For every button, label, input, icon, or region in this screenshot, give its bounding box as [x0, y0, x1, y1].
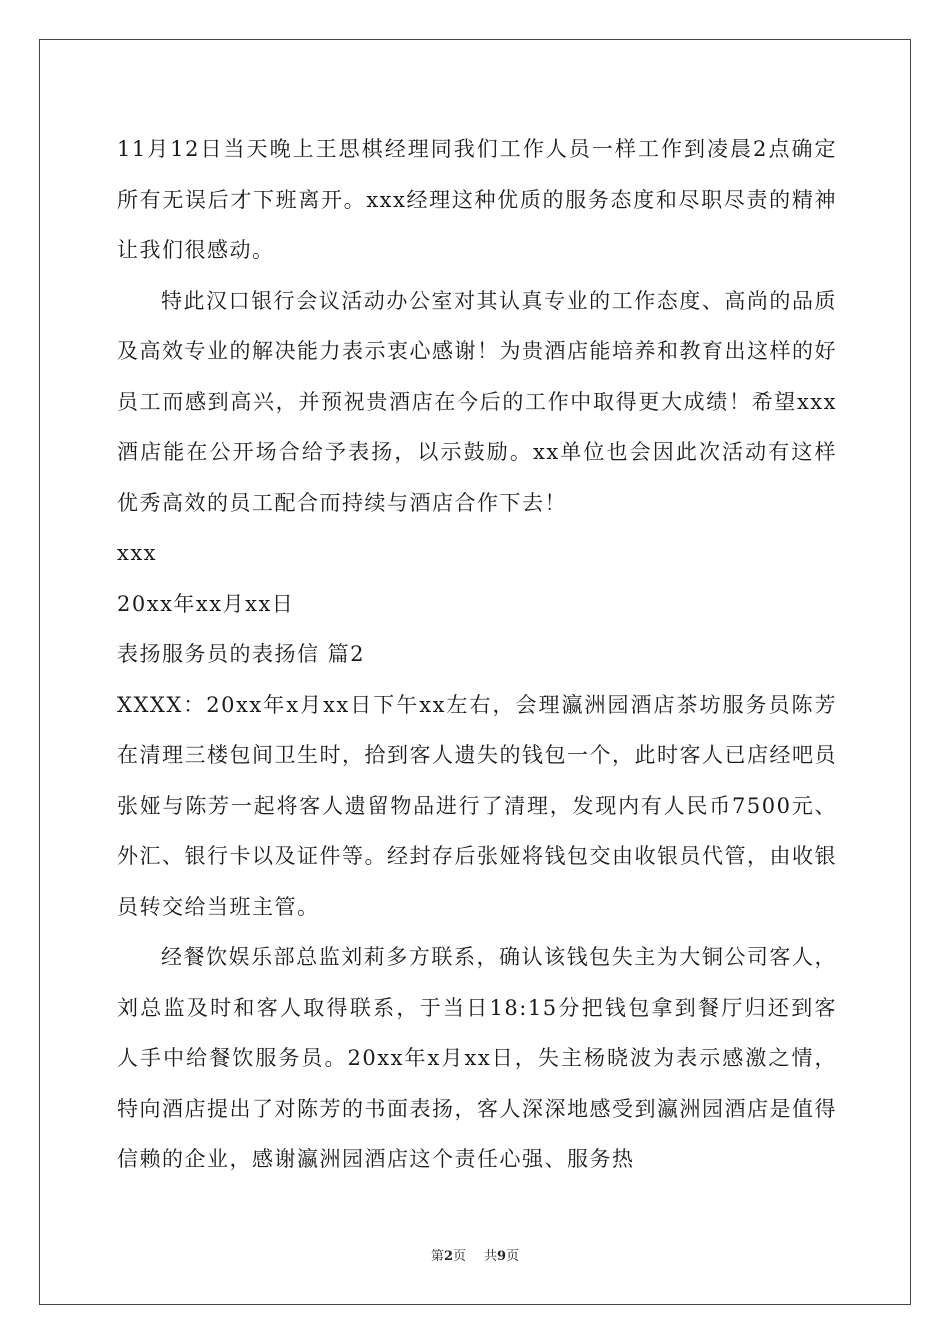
- page-prefix: 第: [430, 1249, 444, 1264]
- paragraph-4: 经餐饮娱乐部总监刘莉多方联系，确认该钱包失主为大铜公司客人，刘总监及时和客人取得联系，于当日18:15分把钱包拿到餐厅归还到客人手中给餐饮服务员。20xx年x月xx日，失主杨晓波为表示感激之情，特向酒店提出了对陈芳的书面表扬，客人深深地感受到瀛洲园酒店是值得信赖的企业，感谢瀛洲园酒店这个责任心强、服务热: [117, 945, 837, 1171]
- page-total: 9: [497, 1249, 507, 1264]
- date-line: 20xx年xx月xx日: [117, 591, 295, 616]
- total-prefix: 共: [484, 1249, 498, 1264]
- paragraph-3: XXXX：20xx年x月xx日下午xx左右，会理瀛洲园酒店茶坊服务员陈芳在清理三楼包间卫生时，拾到客人遗失的钱包一个，此时客人已店经吧员张娅与陈芳一起将客人遗留物品进行了清理，发现内有人民币7500元、外汇、银行卡以及证件等。经封存后张娅将钱包交由收银员代管，由收银员转交给当班主管。: [117, 692, 837, 919]
- document-body: [117, 124, 837, 1185]
- page-suffix: 页: [452, 1249, 466, 1264]
- signature: xxx: [117, 541, 158, 565]
- total-suffix: 页: [506, 1249, 520, 1264]
- paragraph-1: 11月12日当天晚上王思棋经理同我们工作人员一样工作到凌晨2点确定所有无误后才下班离开。xxx经理这种优质的服务态度和尽职尽责的精神让我们很感动。: [117, 137, 837, 262]
- section-heading: 表扬服务员的表扬信 篇2: [117, 642, 366, 666]
- page-current: 2: [443, 1249, 453, 1264]
- paragraph-2: 特此汉口银行会议活动办公室对其认真专业的工作态度、高尚的品质及高效专业的解决能力表示衷心感谢！为贵酒店能培养和教育出这样的好员工而感到高兴，并预祝贵酒店在今后的工作中取得更大成绩！希望xxx酒店能在公开场合给予表扬，以示鼓励。xx单位也会因此次活动有这样优秀高效的员工配合而持续与酒店合作下去！: [117, 288, 837, 515]
- page-footer: [0, 1245, 950, 1264]
